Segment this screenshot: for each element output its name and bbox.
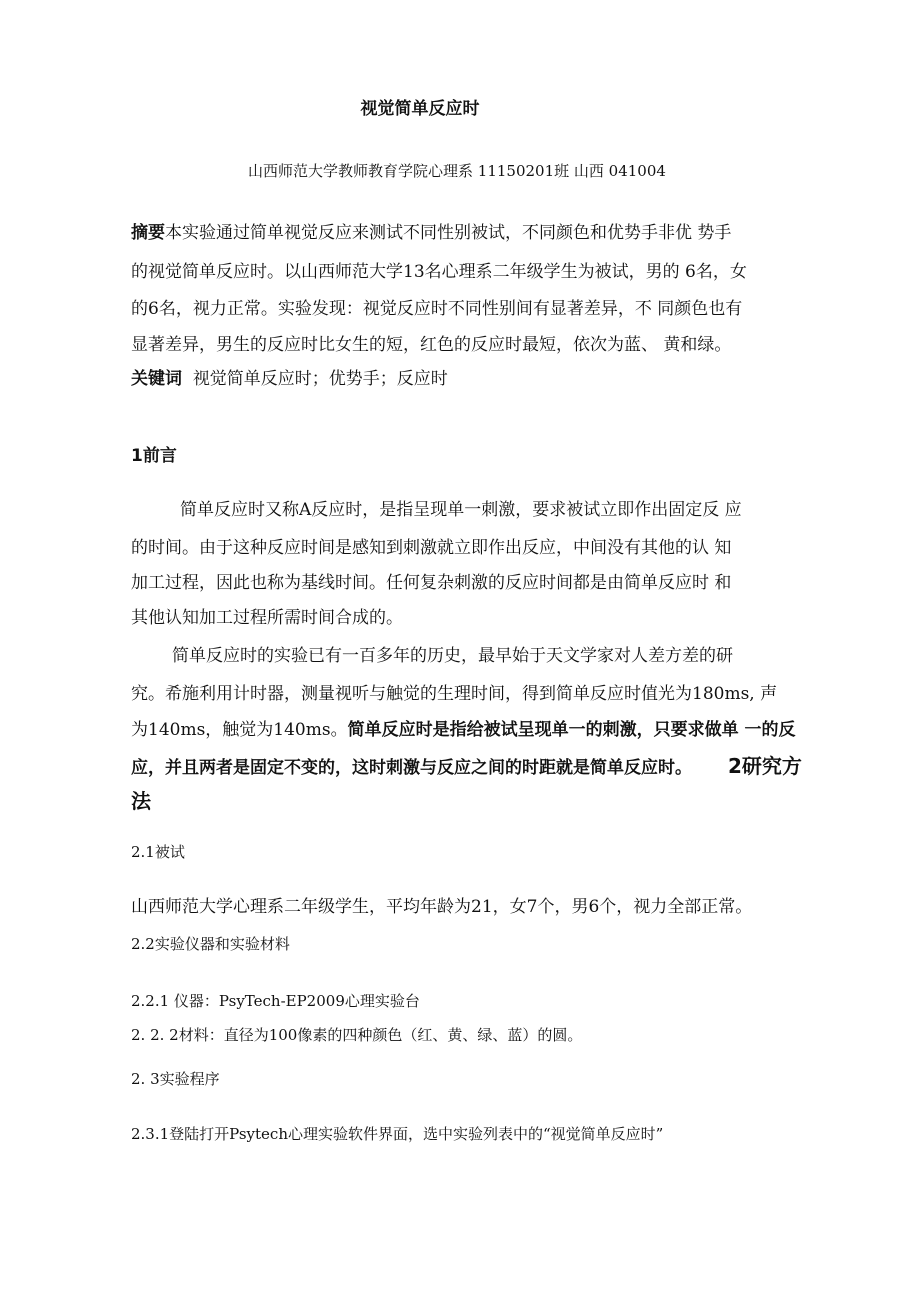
para1-line-3: 加工过程，因此也称为基线时间。任何复杂刺激的反应时间都是由简单反应时 和 xyxy=(131,573,732,593)
para2-line-3-normal: 为140ms，触觉为140ms。 xyxy=(131,720,348,740)
abstract-line-2: 的视觉简单反应时。以山西师范大学13名心理系二年级学生为被试，男的 6名，女 xyxy=(131,262,747,282)
section-2-2-heading: 2.2实验仪器和实验材料 xyxy=(131,935,290,953)
abstract-label: 摘要 xyxy=(131,223,165,243)
keywords-label: 关键词 xyxy=(131,369,182,389)
section-2-1-heading: 2.1被试 xyxy=(131,843,185,861)
abstract-line-1 xyxy=(131,218,731,243)
abstract-line-4: 显著差异，男生的反应时比女生的短，红色的反应时最短，依次为蓝、 黄和绿。 xyxy=(131,335,732,355)
section-2-heading-continued: 法 xyxy=(131,789,151,813)
section-2-3-heading: 2. 3实验程序 xyxy=(131,1070,220,1088)
keywords-line xyxy=(131,364,448,389)
abstract-text: 本实验通过简单视觉反应来测试不同性别被试，不同颜色和优势手非优 势手 xyxy=(165,223,732,243)
section-2-heading: 2研究方 xyxy=(728,754,802,778)
para2-line-4-bold: 应，并且两者是固定不变的，这时刺激与反应之间的时距就是简单反应时。 xyxy=(131,758,692,778)
para1-line-2: 的时间。由于这种反应时间是感知到刺激就立即作出反应，中间没有其他的认 知 xyxy=(131,538,732,558)
para2-line-1: 简单反应时的实验已有一百多年的历史，最早始于天文学家对人差方差的研 xyxy=(172,646,733,666)
section-2-1-text: 山西师范大学心理系二年级学生，平均年龄为21，女7个，男6个，视力全部正常。 xyxy=(131,897,753,917)
para2-line-4 xyxy=(131,750,802,779)
para1-line-4: 其他认知加工过程所需时间合成的。 xyxy=(131,608,403,628)
page-title: 视觉简单反应时 xyxy=(360,99,480,119)
para2-line-3-bold: 简单反应时是指给被试呈现单一的刺激，只要求做单 一的反 xyxy=(347,720,796,740)
section-1-heading: 1前言 xyxy=(131,446,177,466)
para1-line-1: 简单反应时又称A反应时，是指呈现单一刺激，要求被试立即作出固定反 应 xyxy=(180,500,742,520)
para2-line-3 xyxy=(131,715,796,740)
keywords-text: 视觉简单反应时；优势手；反应时 xyxy=(192,369,448,389)
section-2-3-1-text: 2.3.1登陆打开Psytech心理实验软件界面，选中实验列表中的“视觉简单反应时” xyxy=(131,1125,664,1143)
para2-line-2: 究。希施利用计时器，测量视听与触觉的生理时间，得到简单反应时值光为180ms, 声 xyxy=(131,684,778,704)
section-2-2-2-text: 2. 2. 2材料：直径为100像素的四种颜色（红、黄、绿、蓝）的圆。 xyxy=(131,1026,583,1044)
section-2-2-1-text: 2.2.1 仪器：PsyTech-EP2009心理实验台 xyxy=(131,992,420,1010)
author-affiliation: 山西师范大学教师教育学院心理系 11150201班 山西 041004 xyxy=(248,162,666,180)
abstract-line-3: 的6名，视力正常。实验发现：视觉反应时不同性别间有显著差异，不 同颜色也有 xyxy=(131,299,743,319)
